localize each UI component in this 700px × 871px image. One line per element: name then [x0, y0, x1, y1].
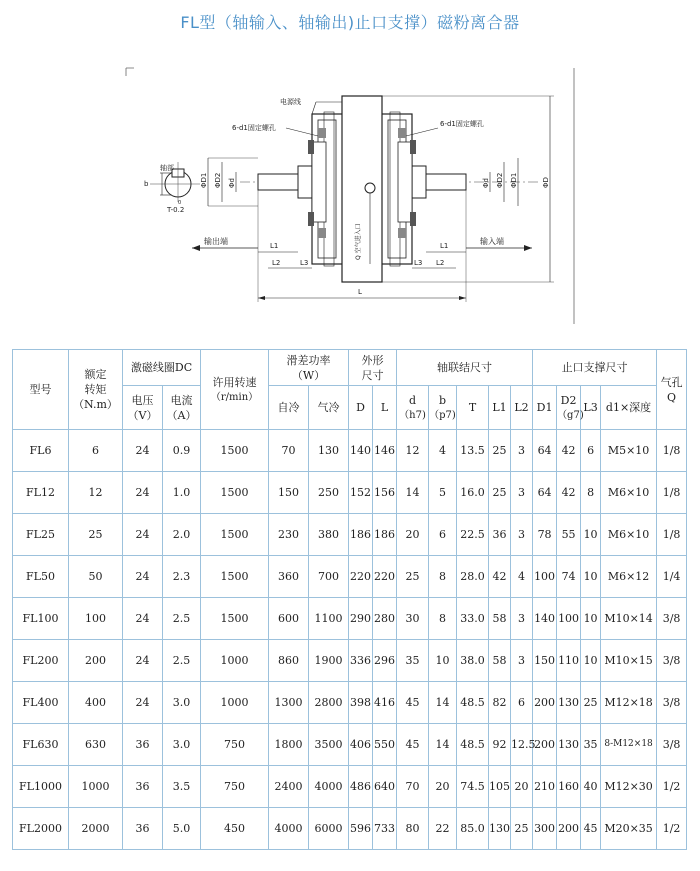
- key-t-tolerance: 0: [178, 200, 182, 206]
- table-cell: M20×35: [601, 808, 657, 850]
- table-cell: 85.0: [457, 808, 489, 850]
- table-row: [13, 682, 687, 724]
- table-cell: 14: [397, 472, 429, 514]
- model-cell: FL2000: [13, 808, 69, 850]
- table-cell: M5×10: [601, 430, 657, 472]
- table-cell: 8: [429, 556, 457, 598]
- table-cell: 74: [557, 556, 581, 598]
- table-cell: 1500: [201, 472, 269, 514]
- header-air-hole: 气孔 Q: [657, 350, 687, 430]
- table-row: [13, 724, 687, 766]
- table-cell: 640: [373, 766, 397, 808]
- table-cell: 2.5: [163, 640, 201, 682]
- table-cell: 4: [429, 430, 457, 472]
- table-cell: 30: [397, 598, 429, 640]
- table-cell: 1000: [201, 682, 269, 724]
- table-cell: 5.0: [163, 808, 201, 850]
- table-cell: 10: [581, 556, 601, 598]
- table-cell: 1000: [201, 640, 269, 682]
- table-cell: 6: [581, 430, 601, 472]
- table-cell: 100: [533, 556, 557, 598]
- table-cell: 3/8: [657, 724, 687, 766]
- table-cell: 20: [511, 766, 533, 808]
- table-cell: 380: [309, 514, 349, 556]
- table-cell: 45: [581, 808, 601, 850]
- table-cell: 0.9: [163, 430, 201, 472]
- shaft-label: 轴部: [160, 164, 174, 172]
- table-cell: 3: [511, 640, 533, 682]
- table-cell: 4000: [269, 808, 309, 850]
- table-cell: 36: [123, 724, 163, 766]
- table-cell: 1/2: [657, 808, 687, 850]
- table-cell: 28.0: [457, 556, 489, 598]
- table-cell: 8: [429, 598, 457, 640]
- output-end-label: 输出端: [204, 237, 228, 246]
- table-cell: 78: [533, 514, 557, 556]
- table-cell: 3500: [309, 724, 349, 766]
- table-cell: 45: [397, 724, 429, 766]
- table-cell: 64: [533, 472, 557, 514]
- table-cell: 630: [69, 724, 123, 766]
- table-cell: 733: [373, 808, 397, 850]
- table-cell: 42: [557, 472, 581, 514]
- table-cell: 750: [201, 724, 269, 766]
- table-cell: 20: [397, 514, 429, 556]
- table-cell: 140: [533, 598, 557, 640]
- table-cell: 24: [123, 430, 163, 472]
- table-cell: 70: [269, 430, 309, 472]
- dim-d1-right: ΦD1: [510, 172, 518, 188]
- table-cell: 3.5: [163, 766, 201, 808]
- air-port-label: Q 空气进入口: [355, 223, 362, 260]
- header-d2: D2 （g7): [557, 386, 581, 430]
- table-cell: M10×15: [601, 640, 657, 682]
- table-cell: 74.5: [457, 766, 489, 808]
- table-row: [13, 808, 687, 850]
- table-cell: 2800: [309, 682, 349, 724]
- table-cell: 860: [269, 640, 309, 682]
- table-cell: 25: [489, 430, 511, 472]
- table-cell: 40: [581, 766, 601, 808]
- table-cell: 152: [349, 472, 373, 514]
- table-cell: 336: [349, 640, 373, 682]
- page-title: FL型（轴输入、轴输出)止口支撑）磁粉离合器: [180, 13, 520, 32]
- table-cell: 24: [123, 556, 163, 598]
- dim-l3-left: L3: [300, 259, 309, 267]
- table-cell: 186: [373, 514, 397, 556]
- header-air-cool: 气冷: [309, 386, 349, 430]
- table-cell: 10: [429, 640, 457, 682]
- technical-drawing: [120, 62, 580, 330]
- header-d-shaft: d （h7): [397, 386, 429, 430]
- model-cell: FL12: [13, 472, 69, 514]
- table-cell: 146: [373, 430, 397, 472]
- table-row: [13, 766, 687, 808]
- model-cell: FL25: [13, 514, 69, 556]
- table-cell: 35: [397, 640, 429, 682]
- table-cell: 1500: [201, 598, 269, 640]
- table-cell: 186: [349, 514, 373, 556]
- key-t-label: T-0.2: [167, 206, 185, 214]
- table-cell: 48.5: [457, 724, 489, 766]
- table-cell: 1100: [309, 598, 349, 640]
- table-cell: 1/8: [657, 430, 687, 472]
- table-cell: 110: [557, 640, 581, 682]
- table-cell: 24: [123, 682, 163, 724]
- table-cell: 35: [581, 724, 601, 766]
- table-cell: 24: [123, 472, 163, 514]
- table-cell: 156: [373, 472, 397, 514]
- table-cell: 600: [269, 598, 309, 640]
- dim-d-right: Φd: [482, 178, 490, 188]
- table-cell: 550: [373, 724, 397, 766]
- table-cell: 38.0: [457, 640, 489, 682]
- table-cell: M12×30: [601, 766, 657, 808]
- table-cell: 200: [69, 640, 123, 682]
- dim-outer-d: ΦD: [542, 177, 550, 188]
- table-cell: 42: [489, 556, 511, 598]
- table-cell: 105: [489, 766, 511, 808]
- table-cell: 1900: [309, 640, 349, 682]
- table-cell: 220: [373, 556, 397, 598]
- dim-overall-l: L: [358, 288, 362, 296]
- table-cell: 33.0: [457, 598, 489, 640]
- table-cell: 450: [201, 808, 269, 850]
- header-l2: L2: [511, 386, 533, 430]
- model-cell: FL50: [13, 556, 69, 598]
- table-cell: 25: [397, 556, 429, 598]
- table-row: [13, 430, 687, 472]
- table-cell: 1300: [269, 682, 309, 724]
- table-cell: 10: [581, 640, 601, 682]
- table-cell: 8: [581, 472, 601, 514]
- input-end-label: 输入端: [480, 237, 504, 246]
- table-cell: 700: [309, 556, 349, 598]
- table-cell: 2000: [69, 808, 123, 850]
- table-cell: 3: [511, 430, 533, 472]
- table-cell: 1/4: [657, 556, 687, 598]
- table-cell: 64: [533, 430, 557, 472]
- table-cell: 486: [349, 766, 373, 808]
- table-cell: 3: [511, 472, 533, 514]
- table-cell: 280: [373, 598, 397, 640]
- table-cell: 290: [349, 598, 373, 640]
- table-cell: 200: [557, 808, 581, 850]
- table-cell: 398: [349, 682, 373, 724]
- dim-d2-right: ΦD2: [496, 172, 504, 188]
- table-cell: 130: [309, 430, 349, 472]
- table-cell: M6×10: [601, 514, 657, 556]
- table-cell: M10×14: [601, 598, 657, 640]
- table-cell: 14: [429, 724, 457, 766]
- table-cell: 130: [489, 808, 511, 850]
- header-slip: 滑差功率 （W）: [269, 350, 349, 386]
- table-cell: 406: [349, 724, 373, 766]
- table-cell: 6: [429, 514, 457, 556]
- table-cell: 2400: [269, 766, 309, 808]
- table-cell: 1000: [69, 766, 123, 808]
- dim-d1-left: ΦD1: [200, 172, 208, 188]
- table-cell: 92: [489, 724, 511, 766]
- header-b: b （p7): [429, 386, 457, 430]
- table-cell: 50: [69, 556, 123, 598]
- table-cell: 25: [489, 472, 511, 514]
- table-cell: 3: [511, 598, 533, 640]
- table-cell: 2.3: [163, 556, 201, 598]
- table-cell: 45: [397, 682, 429, 724]
- table-cell: 22: [429, 808, 457, 850]
- table-row: [13, 556, 687, 598]
- table-cell: 360: [269, 556, 309, 598]
- table-cell: 130: [557, 724, 581, 766]
- table-cell: 1800: [269, 724, 309, 766]
- table-cell: 210: [533, 766, 557, 808]
- table-cell: 200: [533, 682, 557, 724]
- header-current: 电流 （A）: [163, 386, 201, 430]
- table-cell: M6×10: [601, 472, 657, 514]
- table-cell: 12: [69, 472, 123, 514]
- table-cell: 16.0: [457, 472, 489, 514]
- table-cell: 150: [269, 472, 309, 514]
- header-l1: L1: [489, 386, 511, 430]
- table-cell: 1/8: [657, 472, 687, 514]
- table-cell: 14: [429, 682, 457, 724]
- key-b-label: b: [144, 180, 149, 188]
- header-speed: 许用转速 （r/min）: [201, 350, 269, 430]
- table-cell: 25: [69, 514, 123, 556]
- table-cell: 1500: [201, 514, 269, 556]
- header-d-outer: D: [349, 386, 373, 430]
- table-row: [13, 640, 687, 682]
- clutch-body: [308, 96, 416, 282]
- table-cell: 3/8: [657, 598, 687, 640]
- header-outline: 外形 尺寸: [349, 350, 397, 386]
- spec-table: [12, 349, 687, 850]
- dim-l2-left: L2: [272, 259, 281, 267]
- model-cell: FL400: [13, 682, 69, 724]
- table-cell: 3.0: [163, 724, 201, 766]
- table-cell: 4000: [309, 766, 349, 808]
- table-cell: M12×18: [601, 682, 657, 724]
- table-cell: 25: [511, 808, 533, 850]
- table-cell: 36: [123, 766, 163, 808]
- table-cell: 230: [269, 514, 309, 556]
- table-cell: 1.0: [163, 472, 201, 514]
- model-cell: FL630: [13, 724, 69, 766]
- header-self-cool: 自冷: [269, 386, 309, 430]
- dim-l1-right: L1: [440, 242, 449, 250]
- table-cell: 750: [201, 766, 269, 808]
- table-cell: 296: [373, 640, 397, 682]
- wire-label: 电源线: [280, 98, 301, 106]
- table-cell: 100: [557, 598, 581, 640]
- header-l3: L3: [581, 386, 601, 430]
- header-voltage: 电压 （V）: [123, 386, 163, 430]
- table-cell: 4: [511, 556, 533, 598]
- table-cell: 130: [557, 682, 581, 724]
- table-cell: 13.5: [457, 430, 489, 472]
- dim-l1-left: L1: [270, 242, 279, 250]
- table-cell: 22.5: [457, 514, 489, 556]
- table-cell: 1/2: [657, 766, 687, 808]
- header-shaft: 轴联结尺寸: [397, 350, 533, 386]
- table-cell: 250: [309, 472, 349, 514]
- table-cell: 55: [557, 514, 581, 556]
- table-cell: 3/8: [657, 640, 687, 682]
- table-cell: 12: [397, 430, 429, 472]
- table-cell: 48.5: [457, 682, 489, 724]
- header-d1-depth: d1×深度: [601, 386, 657, 430]
- table-row: [13, 598, 687, 640]
- dim-d-left: Φd: [228, 178, 236, 188]
- table-cell: 140: [349, 430, 373, 472]
- header-coil: 激磁线圈DC: [123, 350, 201, 386]
- table-cell: 36: [489, 514, 511, 556]
- table-cell: 6000: [309, 808, 349, 850]
- table-cell: 8-M12×18: [601, 724, 657, 766]
- table-cell: 10: [581, 514, 601, 556]
- table-cell: 70: [397, 766, 429, 808]
- table-cell: 6: [511, 682, 533, 724]
- holes-right-label: 6-d1固定螺孔: [440, 120, 484, 128]
- table-row: [13, 472, 687, 514]
- table-cell: 24: [123, 640, 163, 682]
- model-cell: FL6: [13, 430, 69, 472]
- table-cell: 6: [69, 430, 123, 472]
- table-cell: M6×12: [601, 556, 657, 598]
- table-cell: 58: [489, 598, 511, 640]
- table-cell: 150: [533, 640, 557, 682]
- model-cell: FL200: [13, 640, 69, 682]
- table-cell: 2.5: [163, 598, 201, 640]
- table-cell: 25: [581, 682, 601, 724]
- header-torque: 额定 转矩 （N.m）: [69, 350, 123, 430]
- table-cell: 3.0: [163, 682, 201, 724]
- table-cell: 400: [69, 682, 123, 724]
- dim-l3-right: L3: [414, 259, 423, 267]
- table-cell: 1/8: [657, 514, 687, 556]
- header-support: 止口支撑尺寸: [533, 350, 657, 386]
- holes-left-label: 6-d1固定螺孔: [232, 124, 276, 132]
- table-cell: 24: [123, 514, 163, 556]
- table-cell: 12.5: [511, 724, 533, 766]
- table-cell: 1500: [201, 430, 269, 472]
- table-cell: 3/8: [657, 682, 687, 724]
- table-cell: 42: [557, 430, 581, 472]
- table-cell: 300: [533, 808, 557, 850]
- header-t: T: [457, 386, 489, 430]
- table-cell: 1500: [201, 556, 269, 598]
- table-cell: 10: [581, 598, 601, 640]
- table-cell: 416: [373, 682, 397, 724]
- shaft-section: [150, 162, 200, 202]
- table-cell: 80: [397, 808, 429, 850]
- header-model: 型号: [13, 350, 69, 430]
- table-cell: 220: [349, 556, 373, 598]
- table-cell: 5: [429, 472, 457, 514]
- table-cell: 596: [349, 808, 373, 850]
- table-row: [13, 514, 687, 556]
- table-cell: 24: [123, 598, 163, 640]
- table-cell: 20: [429, 766, 457, 808]
- dim-l2-right: L2: [436, 259, 445, 267]
- table-cell: 82: [489, 682, 511, 724]
- dim-d2-left: ΦD2: [214, 172, 222, 188]
- model-cell: FL1000: [13, 766, 69, 808]
- header-d1: D1: [533, 386, 557, 430]
- table-cell: 100: [69, 598, 123, 640]
- table-cell: 58: [489, 640, 511, 682]
- table-cell: 36: [123, 808, 163, 850]
- model-cell: FL100: [13, 598, 69, 640]
- header-l-outer: L: [373, 386, 397, 430]
- table-cell: 160: [557, 766, 581, 808]
- table-cell: 3: [511, 514, 533, 556]
- table-cell: 200: [533, 724, 557, 766]
- table-cell: 2.0: [163, 514, 201, 556]
